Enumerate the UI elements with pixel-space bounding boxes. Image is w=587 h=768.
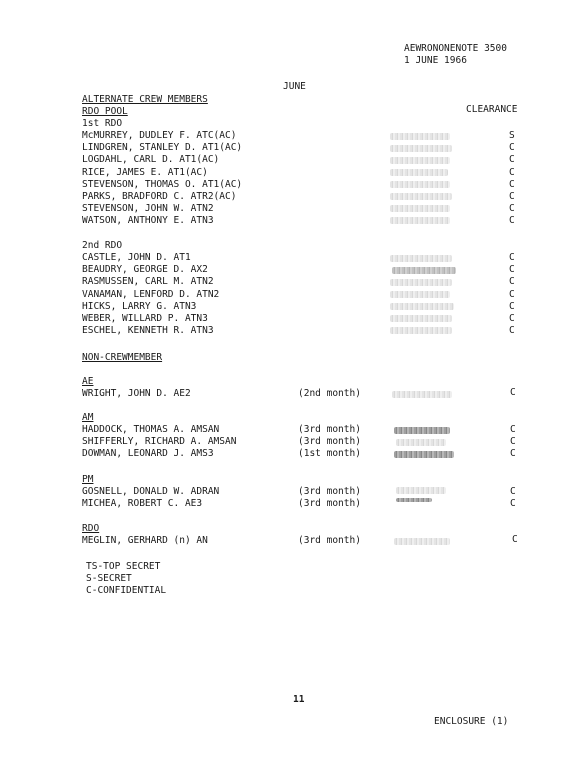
ae-heading: AE (82, 376, 94, 387)
list-item: HADDOCK, THOMAS A. AMSAN (82, 424, 220, 435)
clearance-heading: CLEARANCE (466, 104, 518, 115)
month-count: (3rd month) (298, 486, 361, 497)
clearance-code: C (509, 276, 515, 288)
list-item: RICE, JAMES E. AT1(AC) (82, 166, 208, 178)
rdo-name: MEGLIN, GERHARD (n) AN (82, 535, 208, 546)
list-item: SHIFFERLY, RICHARD A. AMSAN (82, 436, 237, 448)
list-item: CASTLE, JOHN D. AT1 (82, 252, 191, 263)
pm-months (298, 486, 361, 510)
list-item: STEVENSON, JOHN W. ATN2 (82, 203, 214, 215)
legend-item: S-SECRET (86, 573, 132, 585)
pm-clearances (510, 486, 516, 510)
list-item: STEVENSON, THOMAS O. AT1(AC) (82, 178, 243, 190)
clearance-code: C (509, 154, 515, 166)
clearance-code: C (510, 424, 516, 435)
list-item: LOGDAHL, CARL D. AT1(AC) (82, 154, 220, 166)
list-item: LINDGREN, STANLEY D. AT1(AC) (82, 142, 243, 154)
clearance-code: C (509, 288, 515, 300)
ae-clearance: C (510, 387, 516, 398)
pm-heading: PM (82, 474, 94, 485)
non-crew-heading: NON-CREWMEMBER (82, 352, 163, 363)
clearance-code: C (510, 448, 516, 460)
group2-heading: 2nd RDO (82, 240, 123, 251)
list-item: VANAMAN, LENFORD D. ATN2 (82, 288, 220, 300)
memo-date: 1 JUNE 1966 (404, 55, 467, 66)
list-item: GOSNELL, DONALD W. ADRAN (82, 486, 220, 497)
page-number: 11 (293, 694, 305, 705)
ae-name: WRIGHT, JOHN D. AE2 (82, 388, 191, 399)
clearance-code: S (509, 130, 515, 141)
clearance-code: C (510, 498, 516, 510)
group2-clearances (509, 252, 515, 337)
month-count: (3rd month) (298, 498, 361, 510)
enclosure-label: ENCLOSURE (1) (434, 716, 509, 727)
am-months (298, 424, 361, 461)
am-names (82, 424, 236, 461)
clearance-code: C (509, 166, 515, 178)
list-item: ESCHEL, KENNETH R. ATN3 (82, 325, 214, 337)
redaction-block (392, 391, 452, 398)
group1-heading: 1st RDO (82, 118, 123, 129)
clearance-legend (86, 561, 166, 598)
memo-id: AEWRONONENOTE 3500 (404, 43, 507, 54)
clearance-code: C (509, 325, 515, 337)
group1-names (82, 130, 242, 228)
month-count: (3rd month) (298, 436, 361, 448)
list-item: WEBER, WILLARD P. ATN3 (82, 312, 208, 324)
title-alternate-crew: ALTERNATE CREW MEMBERS (82, 94, 208, 105)
clearance-code: C (509, 178, 515, 190)
clearance-code: C (509, 190, 515, 202)
clearance-code: C (510, 486, 516, 497)
group2-names (82, 252, 219, 337)
list-item: RASMUSSEN, CARL M. ATN2 (82, 276, 214, 288)
list-item: MICHEA, ROBERT C. AE3 (82, 498, 203, 510)
group1-clearances (509, 130, 515, 228)
month-count: (3rd month) (298, 424, 361, 435)
list-item: HICKS, LARRY G. ATN3 (82, 300, 197, 312)
ae-month: (2nd month) (298, 388, 361, 399)
list-item: BEAUDRY, GEORGE D. AX2 (82, 264, 208, 276)
list-item: McMURREY, DUDLEY F. ATC(AC) (82, 130, 237, 141)
clearance-code: C (509, 215, 515, 227)
redaction-block (394, 538, 450, 545)
rdo-clearance: C (512, 534, 518, 545)
clearance-code: C (509, 203, 515, 215)
am-clearances (510, 424, 516, 461)
clearance-code: C (510, 436, 516, 448)
clearance-code: C (509, 142, 515, 154)
clearance-code: C (509, 252, 515, 263)
month-count: (1st month) (298, 448, 361, 460)
clearance-code: C (509, 312, 515, 324)
title-rdo-pool: RDO POOL (82, 106, 128, 117)
clearance-code: C (509, 300, 515, 312)
am-heading: AM (82, 412, 94, 423)
list-item: PARKS, BRADFORD C. ATR2(AC) (82, 190, 237, 202)
list-item: WATSON, ANTHONY E. ATN3 (82, 215, 214, 227)
rdo-month: (3rd month) (298, 535, 361, 546)
pm-names (82, 486, 219, 510)
clearance-code: C (509, 264, 515, 276)
list-item: DOWMAN, LEONARD J. AMS3 (82, 448, 214, 460)
month-heading: JUNE (283, 81, 306, 92)
rdo-heading: RDO (82, 523, 100, 534)
legend-item: TS-TOP SECRET (86, 561, 161, 572)
legend-item: C-CONFIDENTIAL (86, 585, 167, 597)
